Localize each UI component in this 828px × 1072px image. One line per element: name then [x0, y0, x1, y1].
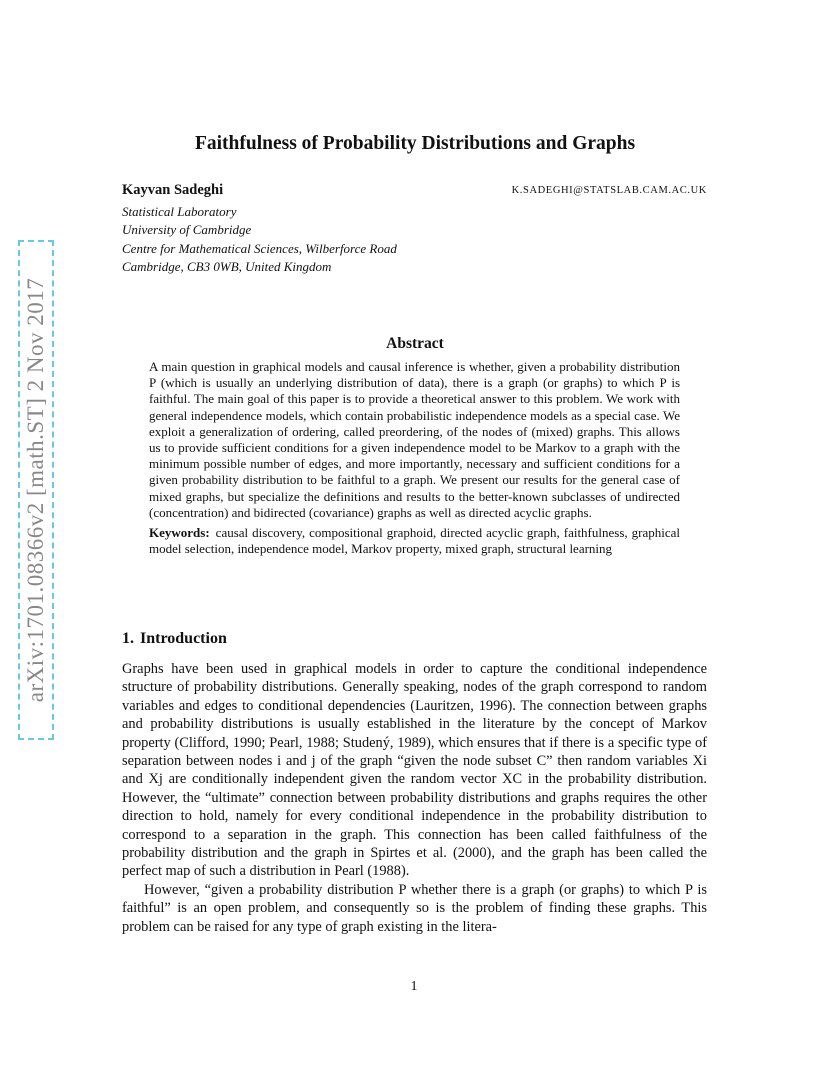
section-body: [122, 660, 707, 936]
section-heading: [122, 630, 227, 648]
arxiv-stamp-container: [18, 240, 54, 740]
keywords-text: causal discovery, compositional graphoid, directed acyclic graph, faithfulness, graphical model selection, independence model, Markov property, mixed graph, structural learning: [149, 525, 680, 557]
abstract-text: A main question in graphical models and causal inference is whether, given a probability distribution P (which is usually an underlying distribution of data), there is a graph (or graphs) to which P is faithful. The main goal of this paper is to provide a theoretical answer to this problem. We work with general independence models, which contain probabilistic independence models as a special case. We exploit a generalization of ordering, called preordering, of the nodes of (mixed) graphs. This allows us to provide sufficient conditions for a given independence model to be Markov to a graph with the minimum possible number of edges, and more importantly, necessary and sufficient conditions for a given probability distribution to be faithful to a graph. We present our results for the general case of mixed graphs, but specialize the definitions and results to the better-known subclasses of undirected (concentration) and bidirected (covariance) graphs as well as directed acyclic graphs.: [149, 359, 680, 520]
keywords-label: Keywords:: [149, 525, 210, 541]
arxiv-stamp[interactable]: arXiv:1701.08366v2 [math.ST] 2 Nov 2017: [18, 240, 54, 740]
author-affiliation: [122, 203, 397, 276]
abstract-heading: Abstract: [386, 335, 444, 352]
paragraph: Graphs have been used in graphical models in order to capture the conditional independence structure of probability distributions. Generally speaking, nodes of the graph correspond to random variables and edges to conditional dependencies (Lauritzen, 1996). The connection between graphs and probability distributions is usually established in the literature by the concept of Markov property (Clifford, 1990; Pearl, 1988; Studený, 1989), which ensures that if there is a specific type of separation between nodes i and j of the graph “given the node subset C” then random variables Xi and Xj are conditionally independent given the random vector XC in the probability distribution. However, the “ultimate” connection between probability distributions and graphs requires the other direction to hold, namely for every conditional independence in the probability distribution to correspond to a separation in the graph. This connection has been called faithfulness of the probability distribution and the graph in Spirtes et al. (2000), and the graph has been called the perfect map of such a distribution in Pearl (1988).: [122, 661, 707, 880]
affiliation-line: Centre for Mathematical Sciences, Wilberforce Road: [122, 240, 397, 256]
section-title: Introduction: [140, 630, 227, 647]
affiliation-line: Cambridge, CB3 0WB, United Kingdom: [122, 258, 332, 274]
affiliation-line: University of Cambridge: [122, 222, 252, 238]
section-number: 1.: [122, 630, 134, 647]
paragraph: However, “given a probability distribution P whether there is a graph (or graphs) to which P is faithful” is an open problem, and consequently so is the problem of finding these graphs. This problem can be raised for any type of graph existing in the litera-: [122, 881, 707, 935]
paper-title: Faithfulness of Probability Distributions and Graphs: [194, 133, 636, 154]
page-number: 1: [410, 979, 418, 994]
abstract: [149, 359, 680, 557]
keywords: [149, 525, 680, 557]
author-name: Kayvan Sadeghi: [122, 182, 224, 198]
affiliation-line: Statistical Laboratory: [122, 204, 237, 219]
author-email[interactable]: K.SADEGHI@STATSLAB.CAM.AC.UK: [511, 185, 707, 196]
